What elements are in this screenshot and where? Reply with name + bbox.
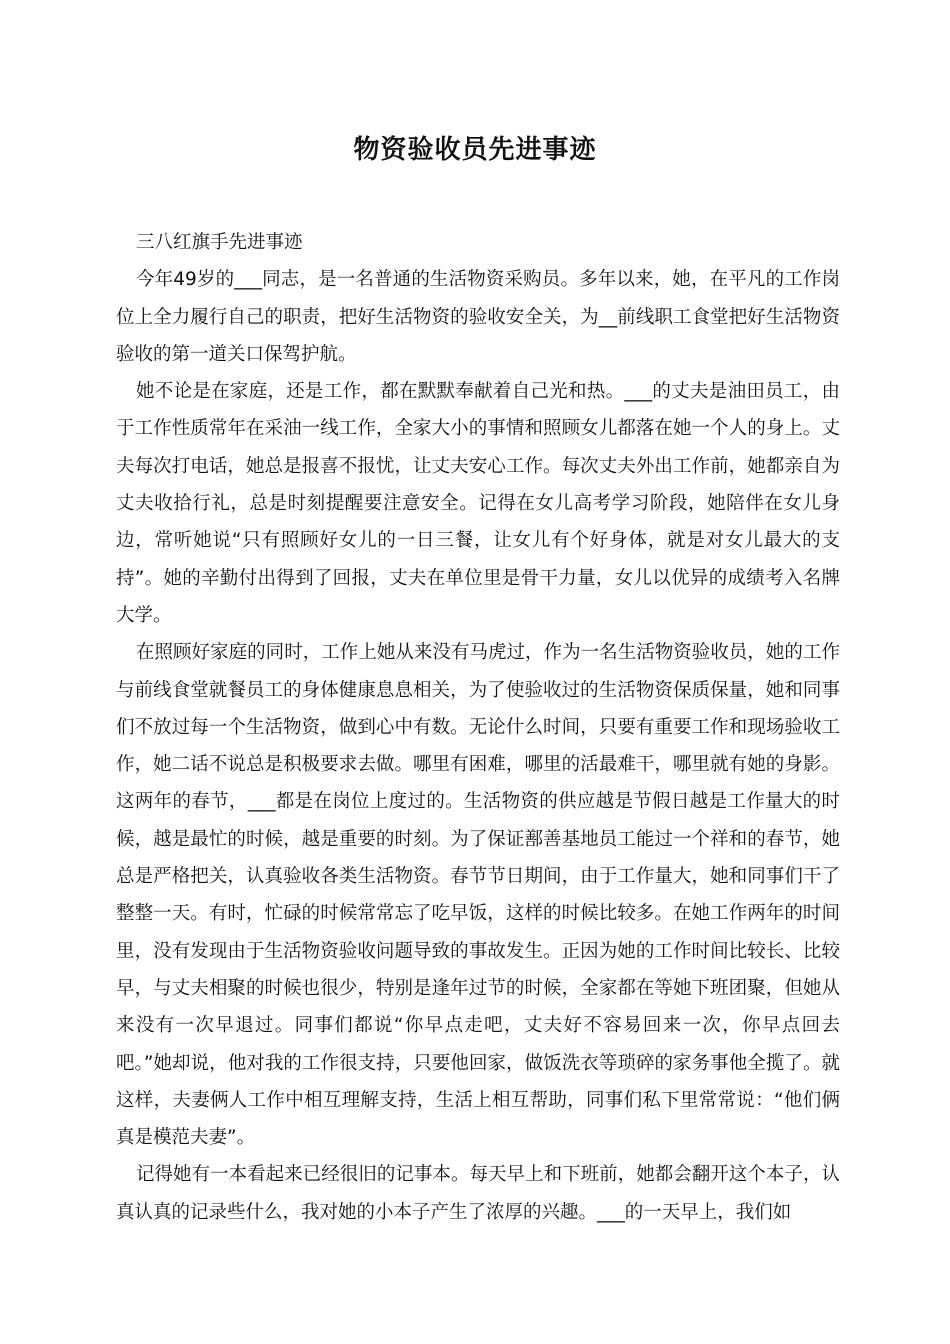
paragraph-intro: 今年49岁的___同志，是一名普通的生活物资采购员。多年以来，她，在平凡的工作岗位上全力履行自己的职责，把好生活物资的验收安全关，为__前线职工食堂把好生活物资验收的第一道关口保驾护航。 [116, 269, 840, 365]
document-title: 物资验收员先进事迹 [353, 135, 597, 165]
paragraph-work: 在照顾好家庭的同时，工作上她从来没有马虎过，作为一名生活物资验收员，她的工作与前线食堂就餐员工的身体健康息息相关，为了使验收过的生活物资保质保量，她和同事们不放过每一个生活物资，做到心中有数。无论什么时间，只要有重要工作和现场验收工作，她二话不说总是积极要求去做。哪里有困难，哪里的活最难干，哪里就有她的身影。这两年的春节，___都是在岗位上度过的。生活物资的供应越是节假日越是工作量大的时候，越是最忙的时候，越是重要的时刻。为了保证鄯善基地员工能过一个祥和的春节，她总是严格把关，认真验收各类生活物资。春节节日期间，由于工作量大，她和同事们干了整整一天。有时，忙碌的时候常常忘了吃早饭，这样的时候比较多。在她工作两年的时间里，没有发现由于生活物资验收问题导致的事故发生。正因为她的工作时间比较长、比较早，与丈夫相聚的时候也很少，特别是逢年过节的时候，全家都在等她下班团聚，但她从来没有一次早退过。同事们都说“你早点走吧，丈夫好不容易回来一次，你早点回去吧。”她却说，他对我的工作很支持，只要他回家，做饭洗衣等琐碎的家务事他全揽了。就这样，夫妻俩人工作中相互理解支持，生活上相互帮助，同事们私下里常常说：“他们俩真是模范夫妻”。 [116, 642, 840, 1149]
paragraph-family: 她不论是在家庭，还是工作，都在默默奉献着自己光和热。___的丈夫是油田员工，由于工作性质常年在采油一线工作，全家大小的事情和照顾女儿都落在她一个人的身上。丈夫每次打电话，她总是报喜不报忧，让丈夫安心工作。每次丈夫外出工作前，她都亲自为丈夫收拾行礼，总是时刻提醒要注意安全。记得在女儿高考学习阶段，她陪伴在女儿身边，常听她说“只有照顾好女儿的一日三餐，让女儿有个好身体，就是对女儿最大的支持”。她的辛勤付出得到了回报，丈夫在单位里是骨干力量，女儿以优异的成绩考入名牌大学。 [116, 381, 840, 626]
paragraph-notebook: 记得她有一本看起来已经很旧的记事本。每天早上和下班前，她都会翻开这个本子，认真认真的记录些什么，我对她的小本子产生了浓厚的兴趣。___的一天早上，我们如 [116, 1164, 840, 1223]
document-subtitle: 三八红旗手先进事迹 [136, 232, 303, 253]
document-body [116, 224, 840, 1231]
